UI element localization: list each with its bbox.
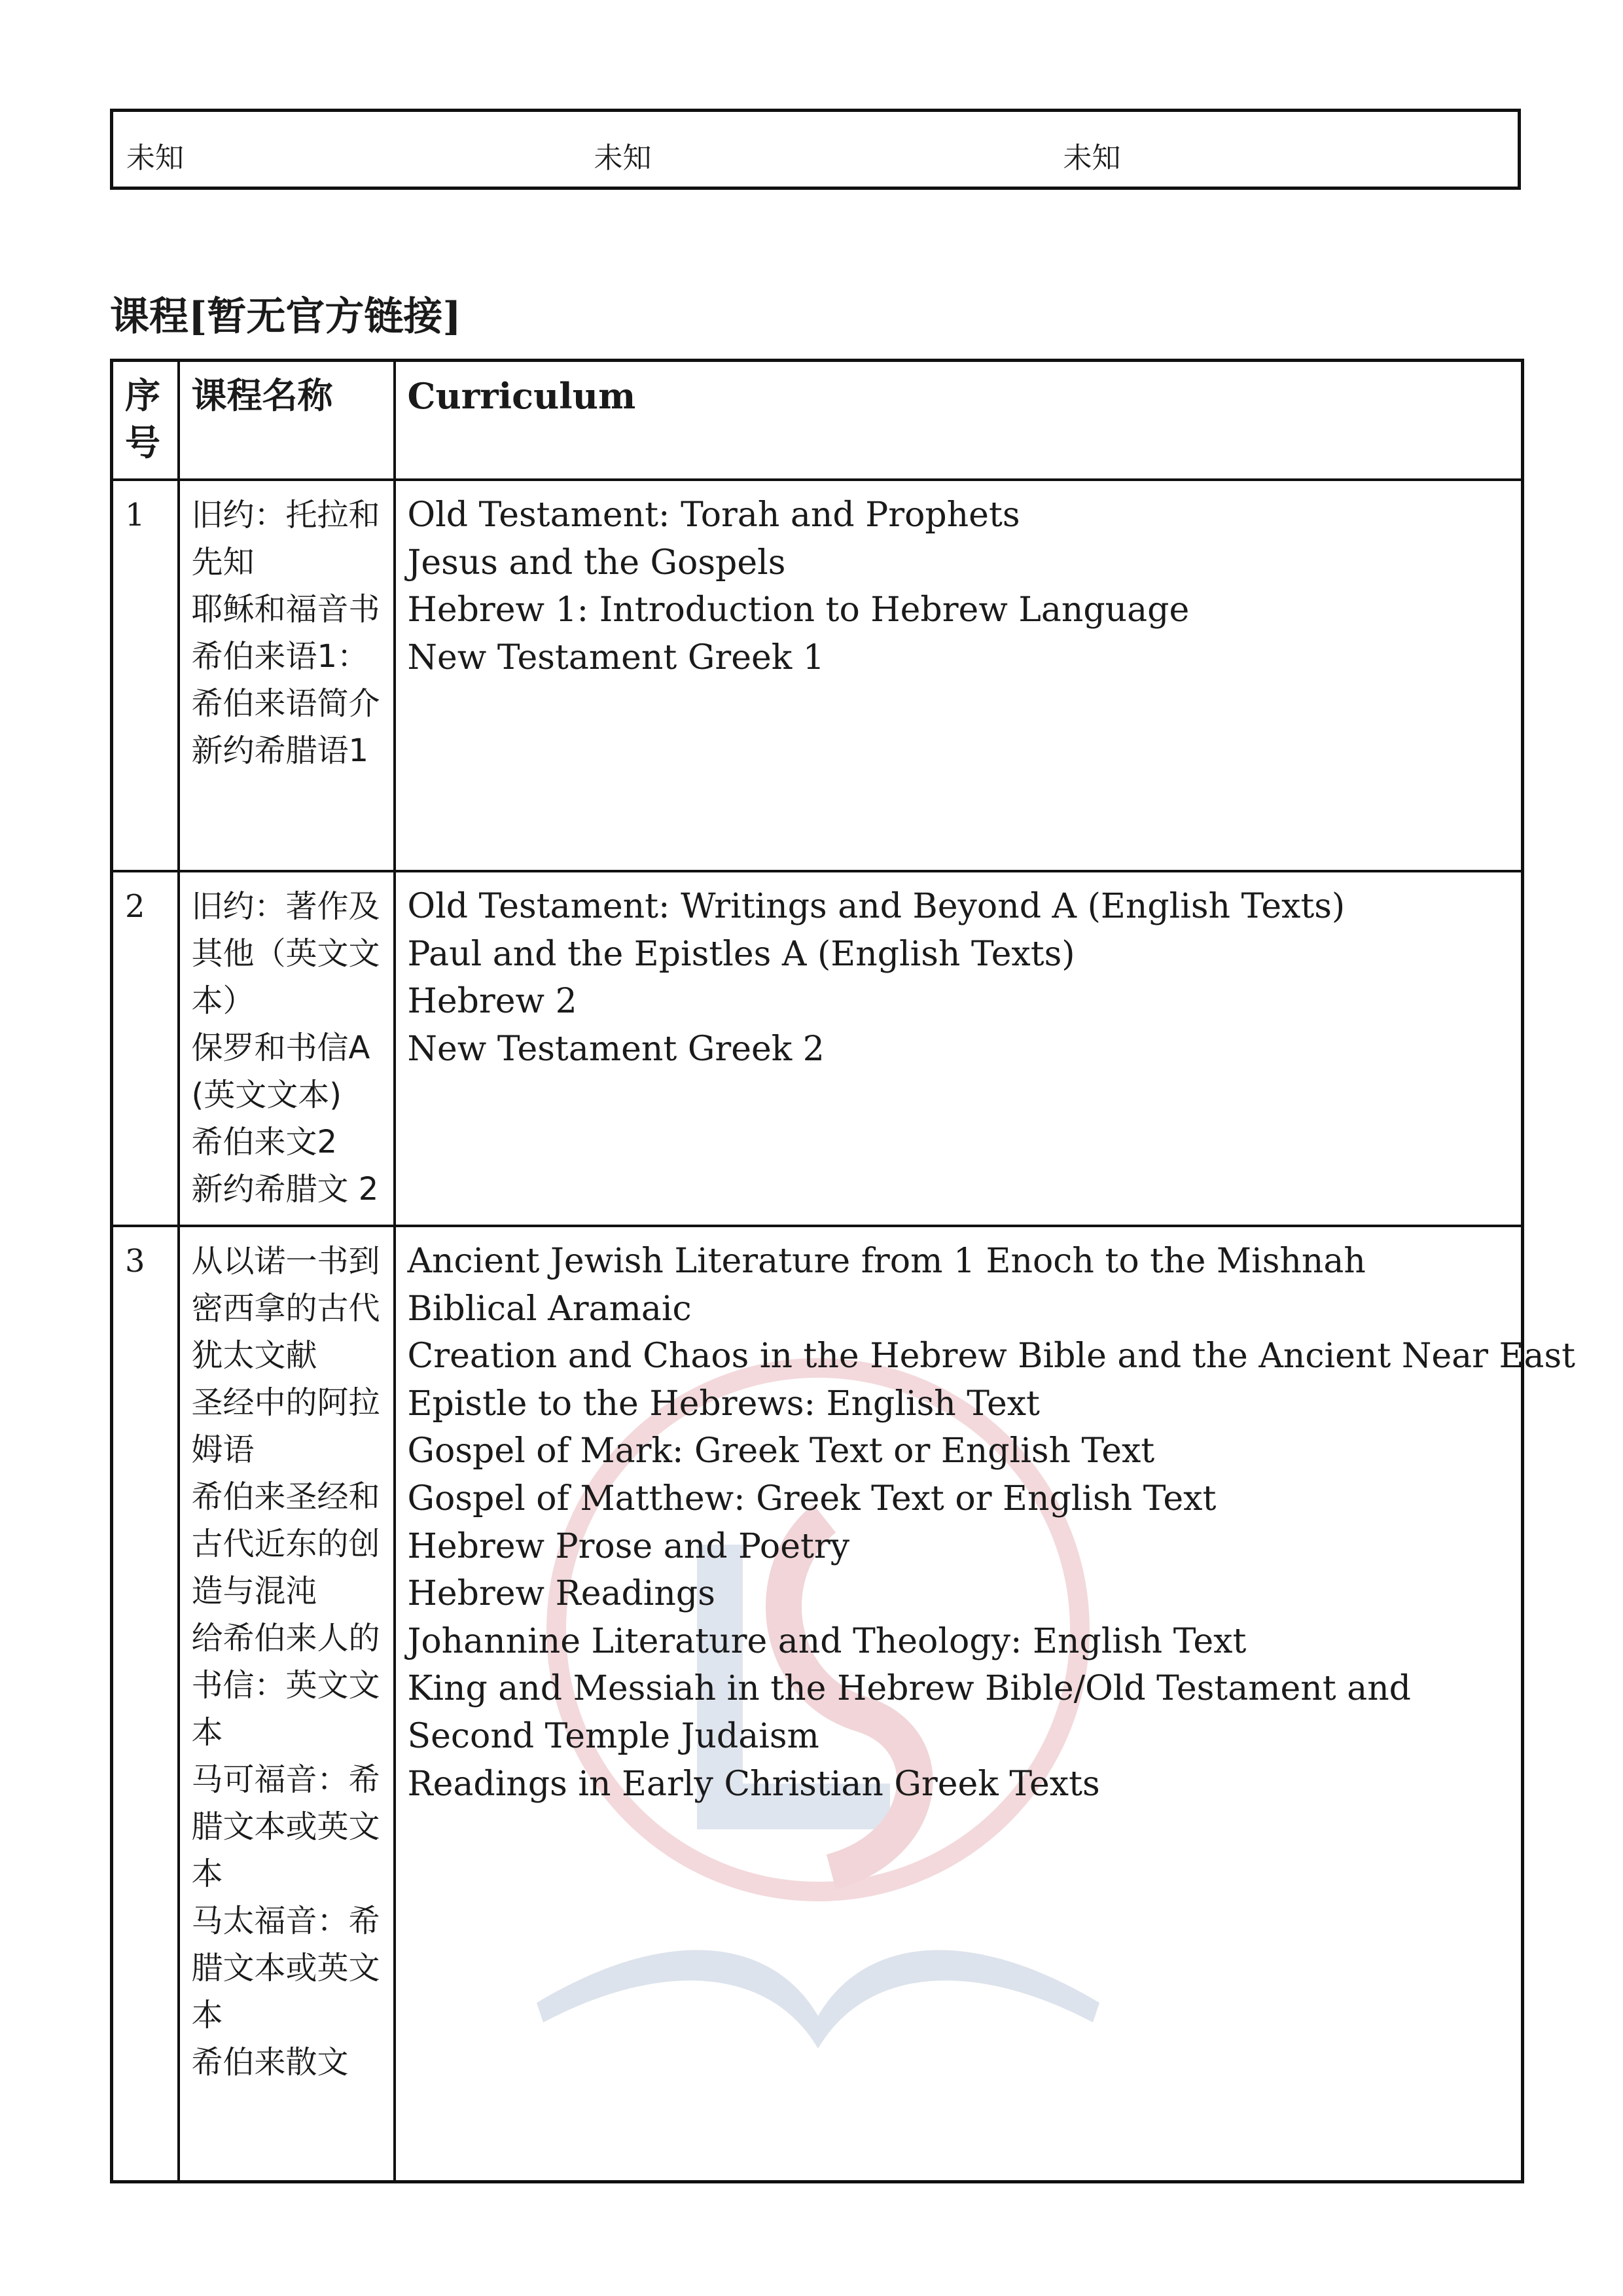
curriculum-item: New Testament Greek 2	[407, 1029, 825, 1069]
course-name-cn: 旧约：托拉和先知	[191, 497, 380, 581]
curriculum-item: Hebrew Prose and Poetry	[407, 1526, 850, 1566]
curriculum-item: Creation and Chaos in the Hebrew Bible and the Ancient Near East	[407, 1336, 1576, 1376]
table-row	[112, 480, 1523, 871]
row-curriculum	[395, 480, 1523, 871]
row-curriculum	[395, 871, 1523, 1226]
course-name-cn: 希伯来文2	[191, 1124, 338, 1160]
header-course-name: 课程名称	[179, 361, 395, 480]
course-table	[110, 359, 1576, 2183]
course-name-cn: 马可福音：希腊文本或英文本	[191, 1761, 380, 1892]
curriculum-item: Paul and the Epistles A (English Texts)	[407, 934, 1075, 974]
curriculum-item: Gospel of Mark: Greek Text or English Text	[407, 1431, 1155, 1471]
curriculum-item: Old Testament: Torah and Prophets	[407, 495, 1020, 535]
row-course-names-cn	[179, 1226, 395, 2181]
course-name-cn: 希伯来圣经和古代近东的创造与混沌	[191, 1479, 380, 1609]
course-name-cn: 保罗和书信A(英文文本)	[191, 1030, 370, 1113]
header-index: 序号	[112, 361, 179, 480]
curriculum-item: Jesus and the Gospels	[407, 543, 786, 583]
curriculum-item: Gospel of Matthew: Greek Text or English Text	[407, 1479, 1217, 1518]
header-curriculum: Curriculum	[395, 361, 1523, 480]
course-name-cn: 旧约：著作及其他（英文文本）	[191, 888, 380, 1019]
curriculum-item: Hebrew 2	[407, 982, 577, 1022]
curriculum-item: Hebrew Readings	[407, 1574, 715, 1614]
course-name-cn: 圣经中的阿拉姆语	[191, 1384, 380, 1468]
table-row	[112, 111, 1520, 188]
curriculum-item: King and Messiah in the Hebrew Bible/Old Testament and Second Temple Judaism	[407, 1669, 1411, 1756]
curriculum-item: Johannine Literature and Theology: English Text	[407, 1621, 1247, 1661]
curriculum-item: Old Testament: Writings and Beyond A (English Texts)	[407, 887, 1346, 926]
course-name-cn: 希伯来语1：希伯来语简介	[191, 638, 380, 722]
curriculum-item: Ancient Jewish Literature from 1 Enoch to the Mishnah	[407, 1242, 1366, 1281]
row-course-names-cn	[179, 480, 395, 871]
curriculum-item: Hebrew 1: Introduction to Hebrew Language	[407, 590, 1190, 630]
top-table	[110, 109, 1521, 190]
table-row	[112, 1226, 1523, 2181]
row-course-names-cn	[179, 871, 395, 1226]
row-index: 1	[112, 480, 179, 871]
top-cell-2: 未知	[594, 141, 652, 175]
row-curriculum	[395, 1226, 1576, 2181]
top-cell-3: 未知	[1063, 141, 1121, 175]
row-index: 3	[112, 1226, 179, 2181]
course-name-cn: 马太福音：希腊文本或英文本	[191, 1903, 380, 2034]
course-name-cn: 希伯来散文	[191, 2044, 349, 2081]
top-cell-1: 未知	[126, 141, 184, 175]
course-name-cn: 耶稣和福音书	[191, 591, 380, 628]
curriculum-item: Biblical Aramaic	[407, 1289, 692, 1329]
curriculum-item: Epistle to the Hebrews: English Text	[407, 1384, 1040, 1424]
table-header-row	[112, 361, 1523, 480]
course-name-cn: 从以诺一书到密西拿的古代犹太文献	[191, 1243, 380, 1374]
course-name-cn: 新约希腊语1	[191, 732, 369, 769]
table-row	[112, 871, 1523, 1226]
course-name-cn: 新约希腊文 2	[191, 1171, 379, 1208]
row-index: 2	[112, 871, 179, 1226]
course-name-cn: 给希伯来人的书信：英文文本	[191, 1620, 380, 1751]
curriculum-item: New Testament Greek 1	[407, 637, 825, 677]
section-title: 课程[暂无官方链接]	[110, 294, 461, 340]
curriculum-item: Readings in Early Christian Greek Texts	[407, 1764, 1100, 1804]
